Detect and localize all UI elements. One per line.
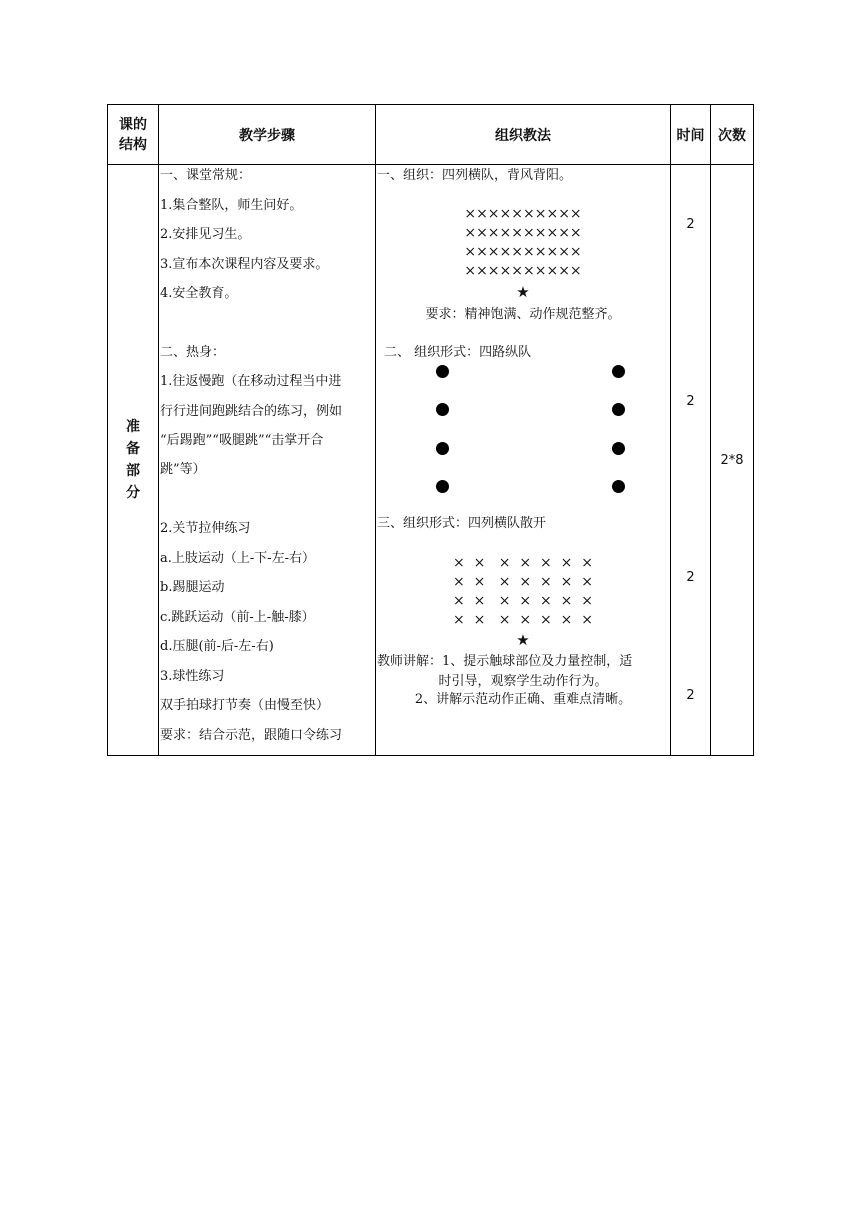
org3-title: 三、组织形式：四列横队散开 bbox=[377, 516, 547, 531]
teacher-star-icon: ★ bbox=[516, 631, 530, 649]
warmup-item: 行行进间跑跳结合的练习，例如 bbox=[160, 404, 343, 419]
lesson-plan-table bbox=[107, 104, 754, 756]
header-structure-line1: 课的 bbox=[119, 116, 147, 133]
routine-item: 2.安排见习生。 bbox=[160, 227, 251, 242]
section-char: 准 bbox=[126, 419, 140, 435]
preparation-row bbox=[108, 165, 754, 756]
explain-line: 教师讲解：1、提示触球部位及力量控制，适 bbox=[377, 654, 633, 669]
header-time: 时间 bbox=[671, 105, 711, 165]
formation-row: × × × × × × × bbox=[453, 555, 593, 571]
organization-cell bbox=[376, 165, 671, 756]
stretch-item: c.跳跃运动（前-上-触-膝） bbox=[160, 610, 315, 625]
count-cell bbox=[711, 165, 754, 756]
time-value: 2 bbox=[686, 394, 695, 409]
student-dot-icon bbox=[612, 365, 625, 378]
teacher-star-icon: ★ bbox=[516, 283, 530, 301]
warmup-item: 1.往返慢跑（在移动过程当中进 bbox=[160, 374, 342, 389]
time-cell bbox=[671, 165, 711, 756]
student-dot-icon bbox=[612, 442, 625, 455]
warmup-item: “后踢跑”“吸腿跳”“击掌开合 bbox=[160, 433, 324, 448]
header-structure bbox=[108, 105, 159, 165]
stretch-item: d.压腿(前-后-左-右) bbox=[160, 639, 274, 654]
formation-row: × × × × × × × bbox=[453, 612, 593, 628]
student-dot-icon bbox=[436, 365, 449, 378]
count-value: 2*8 bbox=[720, 452, 744, 468]
section-char: 备 bbox=[126, 441, 140, 457]
header-row bbox=[108, 105, 754, 165]
routine-title: 一、课堂常规： bbox=[160, 168, 252, 183]
stretch-title: 2.关节拉伸练习 bbox=[160, 521, 251, 536]
formation-row: ×××××××××× bbox=[464, 244, 582, 260]
student-dot-icon bbox=[436, 480, 449, 493]
warmup-title: 二、热身： bbox=[160, 345, 226, 360]
section-char: 部 bbox=[126, 463, 140, 479]
routine-item: 3.宣布本次课程内容及要求。 bbox=[160, 257, 329, 272]
header-organization: 组织教法 bbox=[376, 105, 671, 165]
stretch-item: b.踢腿运动 bbox=[160, 580, 225, 595]
routine-item: 1.集合整队，师生问好。 bbox=[160, 198, 303, 213]
explain-line: 2、讲解示范动作正确、重难点清晰。 bbox=[414, 692, 632, 707]
formation-row: × × × × × × × bbox=[453, 593, 593, 609]
ball-item: 双手拍球打节奏（由慢至快） bbox=[160, 698, 330, 713]
student-dot-icon bbox=[612, 480, 625, 493]
formation-row: ×××××××××× bbox=[464, 263, 582, 279]
ball-requirement: 要求：结合示范，跟随口令练习 bbox=[160, 728, 343, 743]
header-steps: 教学步骤 bbox=[159, 105, 376, 165]
routine-item: 4.安全教育。 bbox=[160, 286, 238, 301]
explain-line: 时引导，观察学生动作行为。 bbox=[438, 674, 608, 689]
time-value: 2 bbox=[686, 688, 695, 703]
org1-title: 一、组织：四列横队，背风背阳。 bbox=[377, 168, 573, 183]
formation-row: × × × × × × × bbox=[453, 574, 593, 590]
header-structure-line2: 结构 bbox=[119, 136, 147, 153]
org1-requirement: 要求：精神饱满、动作规范整齐。 bbox=[425, 307, 621, 322]
time-value: 2 bbox=[686, 217, 695, 232]
ball-title: 3.球性练习 bbox=[160, 669, 225, 684]
stretch-item: a.上肢运动（上-下-左-右） bbox=[160, 551, 316, 566]
org2-title: 二、 组织形式：四路纵队 bbox=[384, 345, 532, 360]
teaching-steps-cell bbox=[159, 165, 376, 756]
section-label bbox=[108, 165, 159, 756]
formation-row: ×××××××××× bbox=[464, 206, 582, 222]
section-char: 分 bbox=[126, 485, 140, 501]
student-dot-icon bbox=[436, 442, 449, 455]
student-dot-icon bbox=[436, 403, 449, 416]
student-dot-icon bbox=[612, 403, 625, 416]
formation-row: ×××××××××× bbox=[464, 225, 582, 241]
warmup-item: 跳”等） bbox=[160, 462, 206, 477]
time-value: 2 bbox=[686, 570, 695, 585]
header-count: 次数 bbox=[711, 105, 754, 165]
